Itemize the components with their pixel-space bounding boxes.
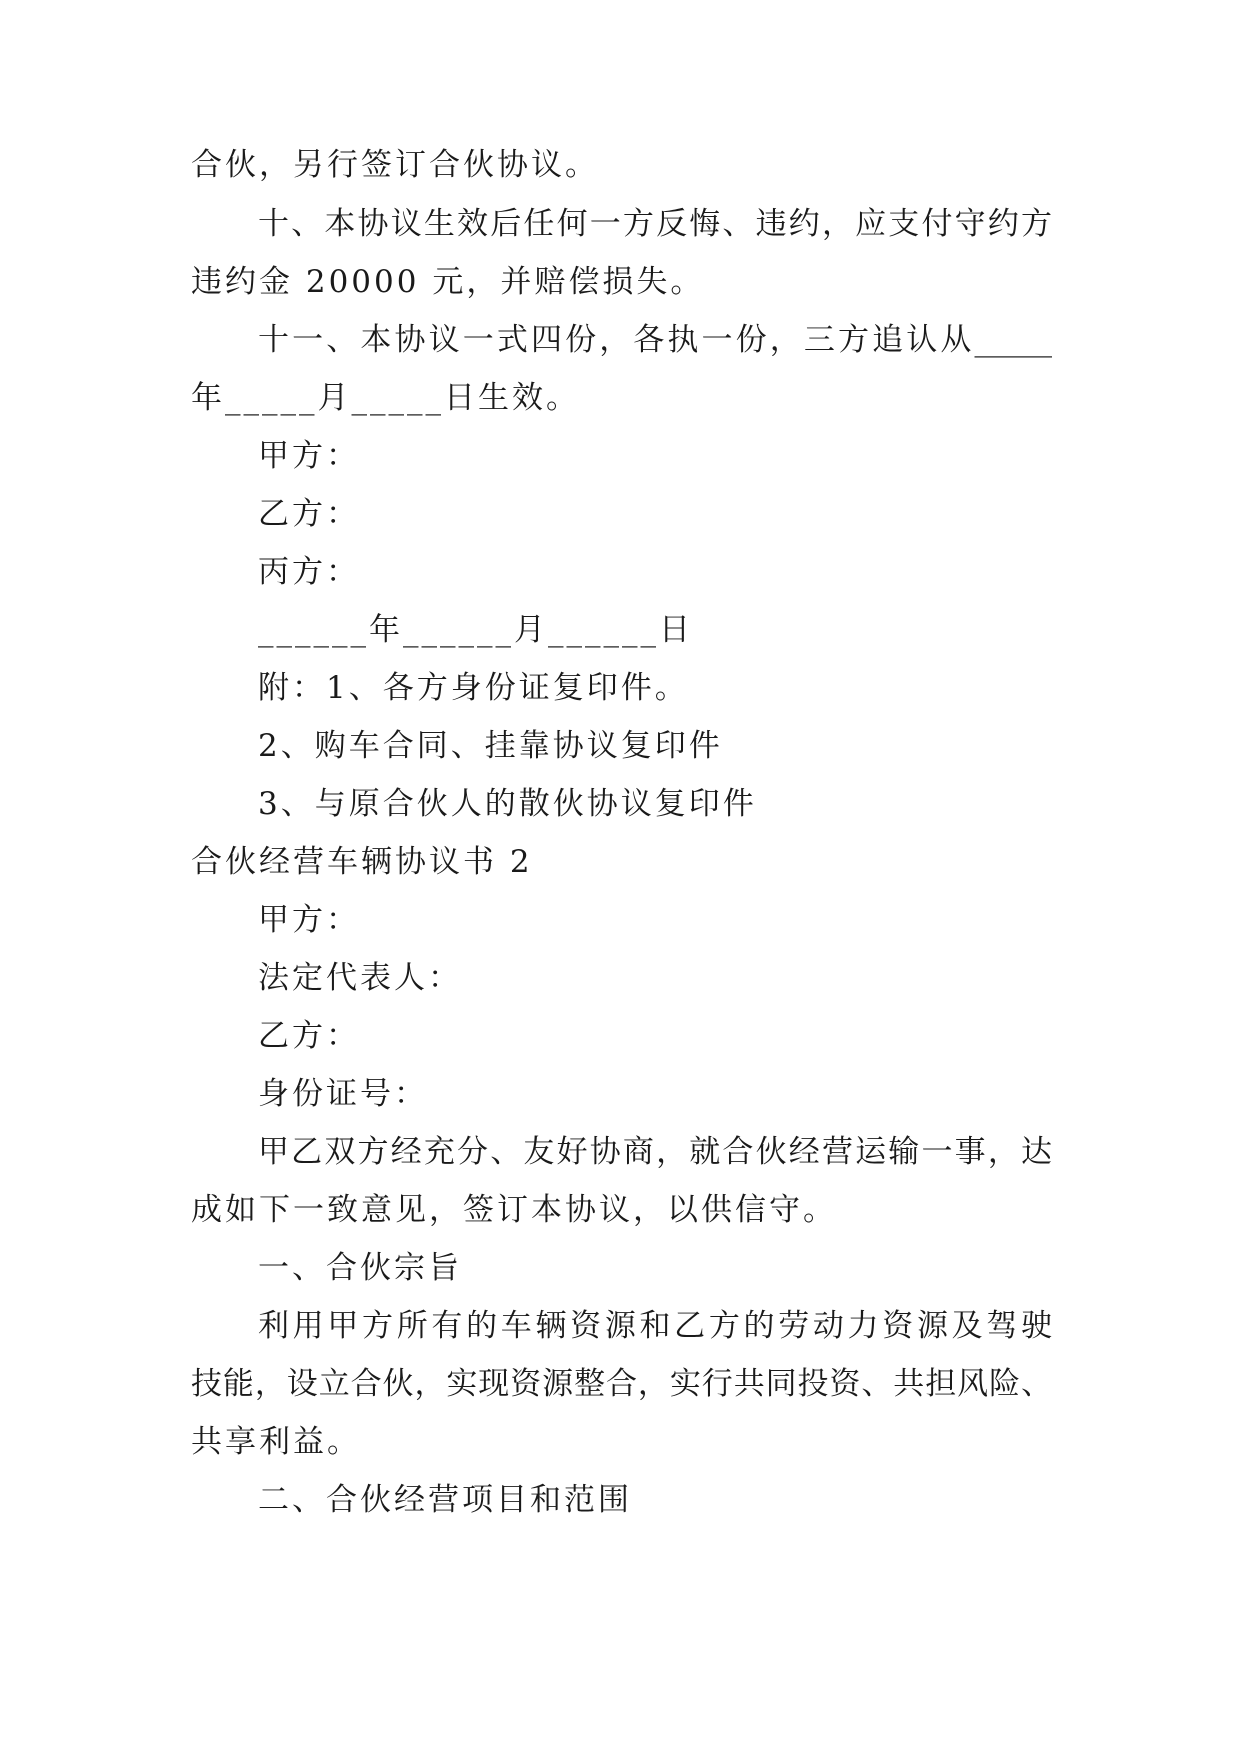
text-line: 共享利益。 <box>191 1424 361 1460</box>
party-a-label: 甲方： <box>258 902 360 938</box>
section-title: 合伙经营车辆协议书 2 <box>191 844 533 880</box>
legal-representative-label: 法定代表人： <box>258 960 462 996</box>
text-line: 合伙，另行签订合伙协议。 <box>191 147 599 183</box>
signature-label-party-b: 乙方： <box>258 496 360 532</box>
id-number-label: 身份证号： <box>258 1076 428 1112</box>
text-line: 成如下一致意见，签订本协议，以供信守。 <box>191 1192 837 1228</box>
clause-heading: 一、合伙宗旨 <box>258 1250 462 1286</box>
attachment-line: 2、购车合同、挂靠协议复印件 <box>258 728 723 764</box>
text-line: 甲乙双方经充分、友好协商，就合伙经营运输一事，达 <box>258 1134 1052 1170</box>
signature-label-party-a: 甲方： <box>258 438 360 474</box>
text-line: 技能，设立合伙，实现资源整合，实行共同投资、共担风险、 <box>191 1366 1052 1402</box>
text-line: 年_____月_____日生效。 <box>191 380 580 416</box>
clause-heading: 二、合伙经营项目和范围 <box>258 1482 632 1518</box>
text-line: 违约金 20000 元，并赔偿损失。 <box>191 264 705 300</box>
party-b-label: 乙方： <box>258 1018 360 1054</box>
text-line: 十一、本协议一式四份，各执一份，三方追认从_____ <box>258 322 1052 358</box>
date-line: ______年______月______日 <box>258 612 693 648</box>
attachment-line: 附：1、各方身份证复印件。 <box>258 670 689 706</box>
text-line: 利用甲方所有的车辆资源和乙方的劳动力资源及驾驶 <box>258 1308 1052 1344</box>
attachment-line: 3、与原合伙人的散伙协议复印件 <box>258 786 757 822</box>
signature-label-party-c: 丙方： <box>258 554 360 590</box>
text-line: 十、本协议生效后任何一方反悔、违约，应支付守约方 <box>258 206 1052 242</box>
